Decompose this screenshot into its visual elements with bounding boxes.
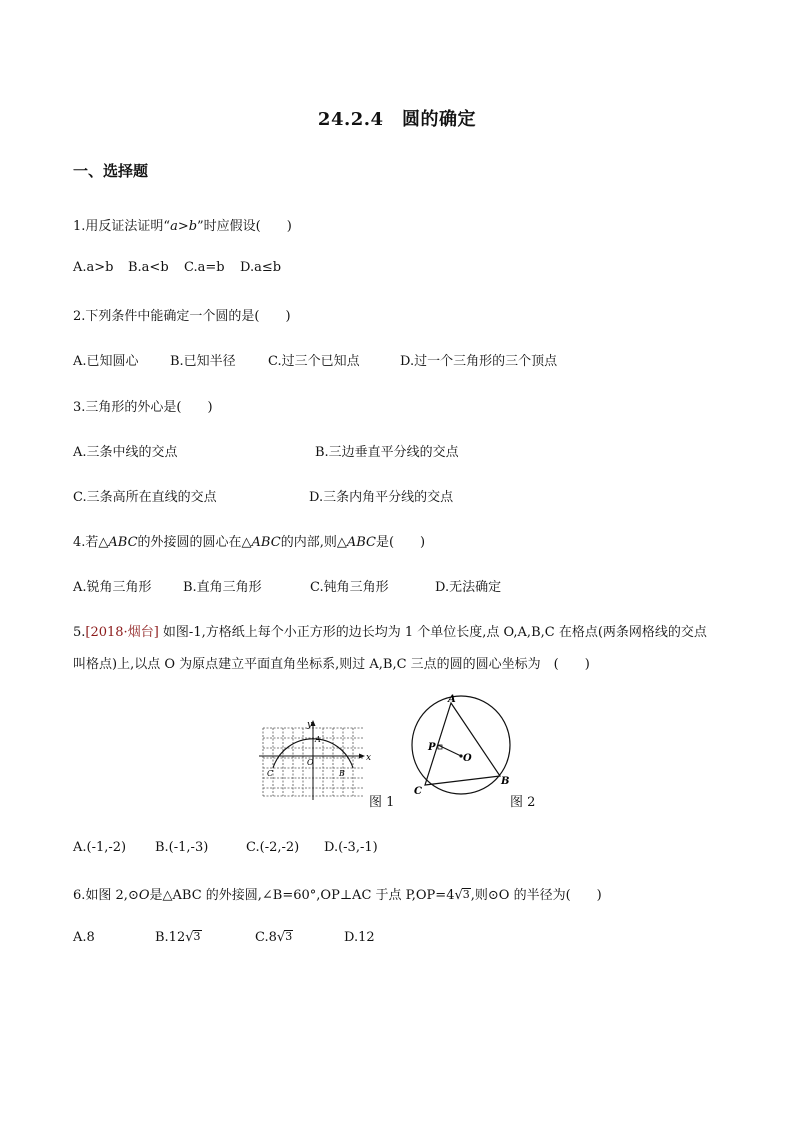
q4-abc-2: ABC	[251, 535, 281, 550]
q5-number: 5.	[73, 625, 86, 640]
q5-line1-text: 如图-1,方格纸上每个小正方形的边长均为 1 个单位长度,点 O,A,B,C 在格点(两条网格线的交点	[162, 625, 707, 640]
figure-2-label-p: P	[428, 742, 436, 753]
figure-2-circle	[405, 690, 520, 805]
q4-option-b: B.直角三角形	[183, 580, 262, 595]
q1-stem-b: ”时应假设( )	[197, 219, 292, 234]
q2-option-d: D.过一个三角形的三个顶点	[400, 354, 558, 369]
figure-2-label-c: C	[414, 786, 422, 797]
q6-option-b-pre: B.12	[155, 930, 186, 945]
q6-option-b-sqrt: √3	[185, 930, 201, 945]
figure-2-label-b: B	[501, 776, 510, 787]
q6-stem-a: 6.如图 2,⊙	[73, 888, 139, 903]
question-5-line-1	[73, 621, 707, 640]
figure-1-grid	[255, 718, 370, 803]
figure-2-segment-op	[438, 745, 461, 756]
q6-circle-o: O	[138, 888, 150, 903]
question-3-stem: 3.三角形的外心是( )	[73, 400, 213, 415]
q4-stem-b: 的外接圆的圆心在△	[137, 535, 252, 550]
q5-option-c: C.(-2,-2)	[246, 840, 300, 855]
question-5-line-2: 叫格点)上,以点 O 为原点建立平面直角坐标系,则过 A,B,C 三点的圆的圆心坐标为 ( )	[73, 657, 590, 672]
q4-abc-3: ABC	[346, 535, 376, 550]
q6-option-b-sqrt-arg: 3	[193, 930, 201, 943]
q6-option-a: A.8	[73, 930, 95, 945]
q5-source-tag: [2018·烟台]	[85, 625, 159, 640]
figure-1-label-b: B	[339, 769, 345, 778]
q5-option-b: B.(-1,-3)	[155, 840, 209, 855]
q4-option-c: C.钝角三角形	[310, 580, 389, 595]
q4-stem-d: 是( )	[375, 535, 426, 550]
section-heading: 一、选择题	[73, 162, 149, 180]
question-2-stem: 2.下列条件中能确定一个圆的是( )	[73, 309, 291, 324]
q3-option-a: A.三条中线的交点	[73, 445, 178, 460]
q3-option-b: B.三边垂直平分线的交点	[315, 445, 459, 460]
q3-option-d: D.三条内角平分线的交点	[309, 490, 454, 505]
q1-stem-a: 1.用反证法证明“	[73, 219, 171, 234]
q6-stem-b: 是△ABC 的外接圆,∠B=60°,OP⊥AC 于点 P,OP=4	[149, 888, 455, 903]
q6-option-d: D.12	[344, 930, 375, 945]
question-1-stem	[73, 215, 292, 234]
figure-2-label-o: O	[463, 753, 472, 764]
q4-option-a: A.锐角三角形	[73, 580, 152, 595]
question-4-stem	[73, 531, 425, 550]
q6-option-c-pre: C.8	[255, 930, 277, 945]
question-6-stem	[73, 884, 602, 903]
figure-1-x-label: x	[366, 753, 372, 763]
q2-option-b: B.已知半径	[170, 354, 236, 369]
figure-1-label-a: A	[315, 735, 321, 744]
q5-option-a: A.(-1,-2)	[73, 840, 127, 855]
q4-stem-a: 4.若△	[73, 535, 109, 550]
q6-sqrt: √3	[454, 888, 470, 903]
figure-1-label-o: O	[307, 758, 314, 767]
q5-option-d: D.(-3,-1)	[324, 840, 378, 855]
q6-option-c-sqrt: √3	[276, 930, 293, 945]
q2-option-c: C.过三个已知点	[268, 354, 360, 369]
q6-stem-c: ,则⊙O 的半径为( )	[470, 888, 602, 903]
q1-option-c: C.a=b	[184, 260, 225, 275]
figure-2-caption: 图 2	[510, 795, 536, 810]
q1-option-a: A.a>b	[73, 260, 114, 275]
q6-sqrt-arg: 3	[462, 888, 470, 901]
figure-1-label-c: C	[267, 769, 274, 778]
q4-stem-c: 的内部,则△	[280, 535, 347, 550]
figure-2-triangle	[425, 703, 500, 785]
figure-1-y-label: y	[307, 720, 313, 730]
q6-option-b	[155, 930, 202, 945]
page-title: 24.2.4 圆的确定	[317, 109, 477, 130]
figure-1-caption: 图 1	[369, 795, 395, 810]
q6-option-c-sqrt-arg: 3	[285, 930, 293, 943]
q4-abc-1: ABC	[108, 535, 138, 550]
q6-option-c	[255, 930, 293, 945]
figure-2-label-a: A	[448, 694, 456, 705]
q2-option-a: A.已知圆心	[73, 354, 139, 369]
q3-option-c: C.三条高所在直线的交点	[73, 490, 217, 505]
q1-option-b: B.a<b	[128, 260, 169, 275]
q1-stem-math: a>b	[170, 219, 198, 234]
q4-option-d: D.无法确定	[435, 580, 502, 595]
q1-option-d: D.a≤b	[240, 260, 282, 275]
